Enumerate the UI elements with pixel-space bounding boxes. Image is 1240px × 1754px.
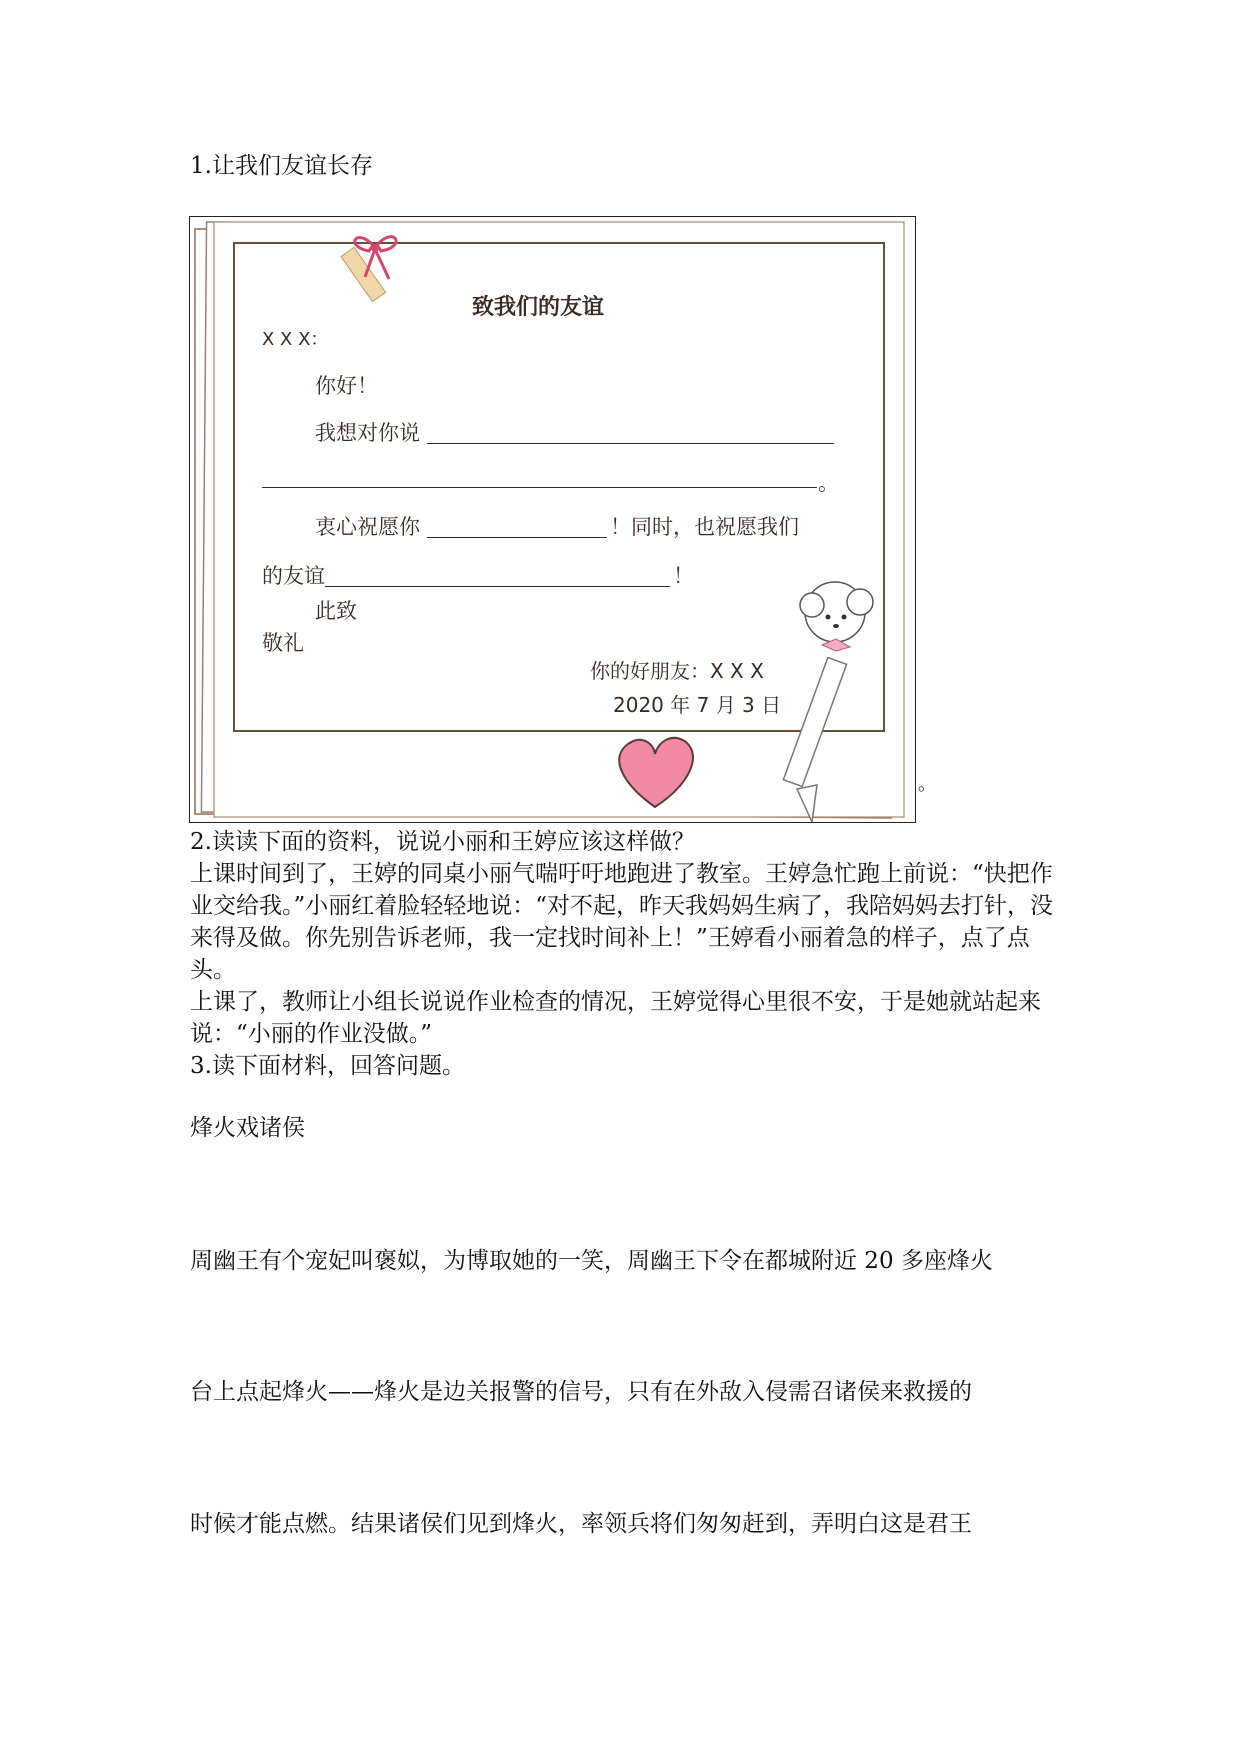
ribbon-bow-icon <box>325 217 435 307</box>
card-title: 致我们的友谊 <box>472 295 605 320</box>
section2-heading: 2.读读下面的资料，说说小丽和王婷应该这样做？ <box>190 829 695 855</box>
card-line3-suffix: ！同时，也祝愿我们 <box>610 515 799 539</box>
card-greeting: 你好！ <box>315 374 378 398</box>
card-blank-line1 <box>427 443 834 444</box>
story-line-2: 台上点起烽火——烽火是边关报警的信号，只有在外敌入侵需召诸侯来救援的 <box>190 1379 972 1405</box>
image-trailing-mark: 。 <box>918 774 936 795</box>
card-line4-prefix: 的友谊 <box>262 564 325 588</box>
card-line2-suffix: 。 <box>818 471 839 495</box>
card-signature: 你的好朋友：X X X <box>590 659 764 683</box>
pencil-icon <box>770 657 860 823</box>
card-closing2: 敬礼 <box>262 631 304 655</box>
card-date: 2020 年 7 月 3 日 <box>613 693 782 717</box>
letter-card-image <box>189 216 916 823</box>
section3-heading: 3.读下面材料，回答问题。 <box>190 1053 465 1079</box>
section2-paragraph2: 上课了，教师让小组长说说作业检查的情况，王婷觉得心里很不安，于是她就站起来说：“小丽的作业没做。” <box>190 989 1041 1047</box>
heart-icon <box>610 732 700 812</box>
card-closing1: 此致 <box>315 599 357 623</box>
section2-paragraph1: 上课时间到了，王婷的同桌小丽气喘吁吁地跑进了教室。王婷急忙跑上前说：“快把作业交给我。”小丽红着脸轻轻地说：“对不起，昨天我妈妈生病了，我陪妈妈去打针，没来得及做。你先别告诉老师，我一定找时间补上！”王婷看小丽着急的样子，点了点头。 <box>190 861 1054 983</box>
card-line1-prefix: 我想对你说 <box>315 421 420 445</box>
card-salutation: X X X： <box>262 329 329 350</box>
card-blank-line3 <box>427 537 607 538</box>
story-line-3: 时候才能点燃。结果诸侯们见到烽火，率领兵将们匆匆赶到，弄明白这是君王 <box>190 1511 972 1537</box>
card-blank-line2 <box>262 487 817 488</box>
story-line-1: 周幽王有个宠妃叫褒姒，为博取她的一笑，周幽王下令在都城附近 20 多座烽火 <box>190 1248 993 1274</box>
card-line4-suffix: ！ <box>673 564 694 588</box>
card-line3-prefix: 衷心祝愿你 <box>315 515 420 539</box>
card-blank-line4 <box>325 586 670 587</box>
story-title: 烽火戏诸侯 <box>190 1115 305 1141</box>
section1-heading: 1.让我们友谊长存 <box>190 153 373 179</box>
